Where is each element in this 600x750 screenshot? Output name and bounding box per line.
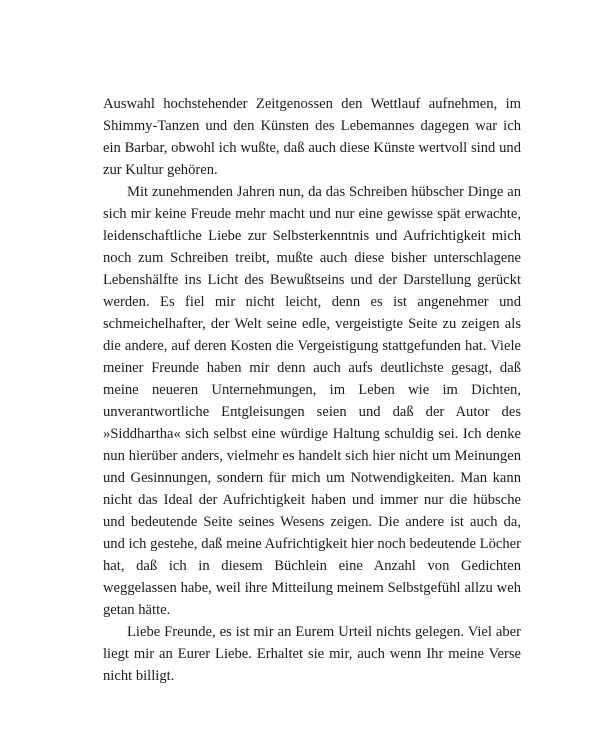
paragraph-3: Liebe Freunde, es ist mir an Eurem Urteil nichts gelegen. Viel aber liegt mir an Eurer Liebe. Erhaltet sie mir, auch wenn Ihr meine Verse nicht billigt.: [103, 624, 521, 684]
paragraph-2: Mit zunehmenden Jahren nun, da das Schreiben hübscher Dinge an sich mir keine Freude mehr macht und nur eine gewisse spät erwachte, leidenschaftliche Liebe zur Selbsterkenntnis und Aufrichtigkeit mich noch zum Schreiben treibt, mußte auch diese bisher unterschlagene Lebenshälfte ins Licht des Bewußtseins und der Darstellung gerückt werden. Es fiel mir nicht leicht, denn es ist angenehmer und schmeichelhafter, der Welt seine edle, vergeistigte Seite zu zeigen als die andere, auf deren Kosten die Vergeistigung stattgefunden hat. Viele meiner Freunde haben mir denn auch aufs deutlichste gesagt, daß meine neueren Unternehmungen, im Leben wie im Dichten, unverantwortliche Entgleisungen seien und daß der Autor des »Siddhartha« sich selbst eine würdige Haltung schuldig sei. Ich denke nun hierüber anders, vielmehr es handelt sich hier nicht um Meinungen und Gesinnungen, sondern für mich um Notwendigkeiten. Man kann nicht das Ideal der Aufrichtigkeit haben und immer nur die hübsche und bedeutende Seite seines Wesens zeigen. Die andere ist auch da, und ich gestehe, daß meine Aufrichtigkeit hier noch bedeutende Löcher hat, daß ich in diesem Büchlein eine Anzahl von Gedichten weggelassen habe, weil ihre Mitteilung meinem Selbstgefühl allzu weh getan hätte.: [103, 184, 521, 618]
paragraph-1: Auswahl hochstehender Zeitgenossen den Wettlauf aufnehmen, im Shimmy-Tanzen und den Künsten des Lebemannes dagegen war ich ein Barbar, obwohl ich wußte, daß auch diese Künste wertvoll sind und zur Kultur gehören.: [103, 96, 521, 178]
body-text: [103, 93, 521, 687]
